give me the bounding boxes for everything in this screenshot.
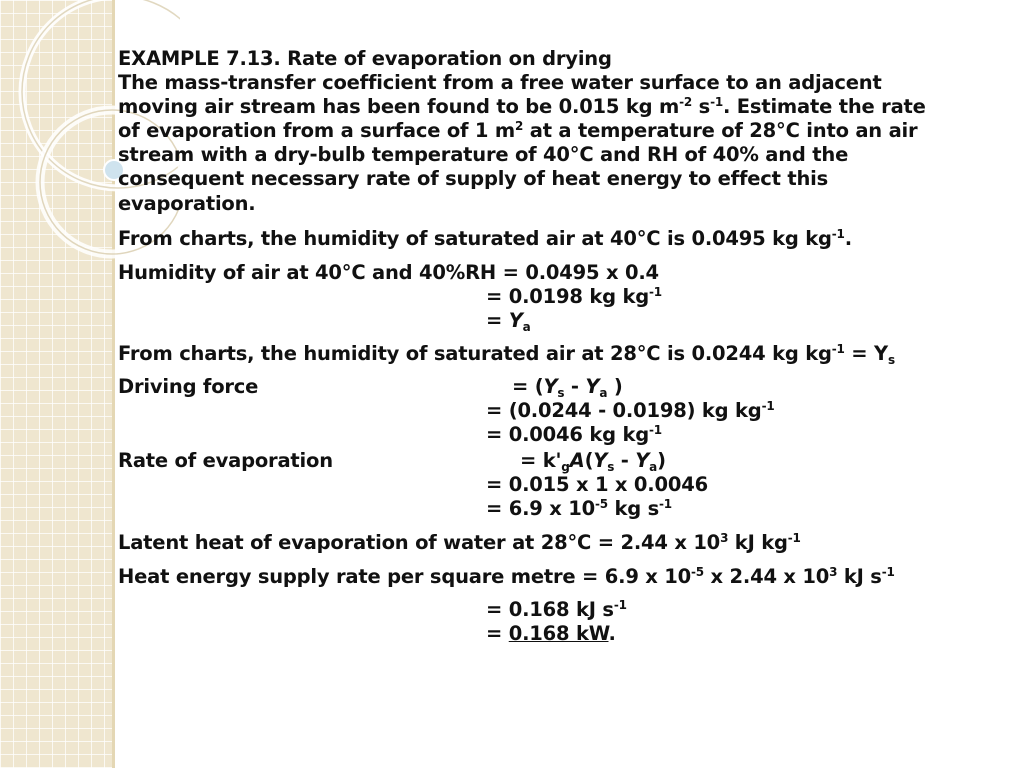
driving-force-formula: = ($Y_s - Y_a$ ) bbox=[512, 375, 623, 400]
example-title: EXAMPLE 7.13. Rate of evaporation on drying bbox=[118, 47, 612, 70]
driving-force-result: = 0.0046 kg $kg^{-1}$ bbox=[486, 423, 662, 446]
latent-heat-statement: Latent heat of evaporation of water at 28°C = 2.44 x $10^3$ kJ $kg^{-1}$ bbox=[118, 531, 801, 554]
air-humidity-statement: Humidity of air at 40°C and 40%RH = 0.0495 x 0.4 bbox=[118, 261, 659, 284]
driving-force-substitution: = (0.0244 - 0.0198) kg $kg^{-1}$ bbox=[486, 399, 775, 422]
problem-line-4: stream with a dry-bulb temperature of 40°C and RH of 40% and the bbox=[118, 143, 849, 166]
problem-line-5: consequent necessary rate of supply of heat energy to effect this bbox=[118, 167, 829, 190]
saturated-humidity-28c: From charts, the humidity of saturated air at 28°C is 0.0244 kg $kg^{-1} = Y_s$ bbox=[118, 342, 895, 367]
evaporation-rate-result: = 6.9 x $10^{-5}$ kg $s^{-1}$ bbox=[486, 497, 672, 520]
evaporation-rate-label: Rate of evaporation bbox=[118, 449, 333, 472]
heat-supply-statement: Heat energy supply rate per square metre = 6.9 x $10^{-5}$ x 2.44 x $10^3$ kJ $s^{-1}$ bbox=[118, 565, 895, 588]
heat-supply-final-answer: = 0.168 kW. bbox=[486, 622, 616, 645]
problem-line-2: moving air stream has been found to be 0.015 kg $m^{-2}$ $s^{-1}$. Estimate the rate bbox=[118, 95, 926, 118]
evaporation-rate-substitution: = 0.015 x 1 x 0.0046 bbox=[486, 473, 708, 496]
driving-force-label: Driving force bbox=[118, 375, 259, 398]
evaporation-rate-formula: = $k'_gA(Y_s - Y_a)$ bbox=[520, 449, 666, 474]
problem-line-1: The mass-transfer coefficient from a free water surface to an adjacent bbox=[118, 71, 882, 94]
problem-line-3: of evaporation from a surface of 1 $m^2$ at a temperature of 28°C into an air bbox=[118, 119, 918, 142]
air-humidity-value: = 0.0198 kg $kg^{-1}$ bbox=[486, 285, 662, 308]
heat-supply-value: = 0.168 kJ $s^{-1}$ bbox=[486, 598, 627, 621]
air-humidity-symbol: = $Y_a$ bbox=[486, 309, 531, 334]
saturated-humidity-40c: From charts, the humidity of saturated air at 40°C is 0.0495 kg $kg^{-1}$. bbox=[118, 227, 852, 250]
problem-line-6: evaporation. bbox=[118, 192, 256, 215]
